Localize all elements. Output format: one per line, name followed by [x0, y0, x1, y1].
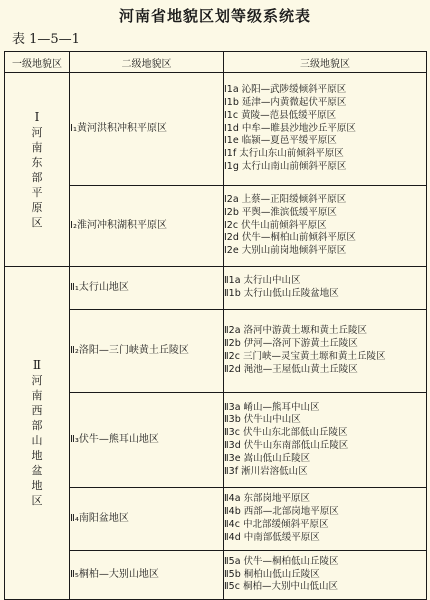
header-level3: 三级地貌区 — [224, 52, 427, 73]
level3-list — [224, 551, 427, 600]
page-title: 河南省地貌区划等级系统表 — [118, 7, 311, 25]
level3-item: Ⅱ3e 嵩山低山丘陵区 — [224, 452, 311, 464]
level3-list — [224, 310, 427, 393]
landform-table — [4, 51, 427, 600]
level3-item: Ⅰ1d 中牟—睢县沙地沙丘平原区 — [224, 122, 356, 134]
level3-item: Ⅰ2b 平舆—淮滨低缓平原区 — [224, 206, 337, 218]
header-row — [5, 52, 427, 73]
table-row — [5, 73, 427, 186]
level2-region: Ⅰ₁黄河洪积冲积平原区 — [70, 73, 224, 186]
level3-item: Ⅰ1f 太行山东山前倾斜平原区 — [224, 148, 344, 160]
level3-item: Ⅱ5a 伏牛—桐柏低山丘陵区 — [224, 555, 339, 567]
level3-item: Ⅰ1c 黄陵—范县低缓平原区 — [224, 109, 337, 121]
level1-numeral: Ⅰ — [34, 109, 40, 124]
level3-item: Ⅱ4a 东部岗地平原区 — [224, 493, 311, 505]
level3-list — [224, 186, 427, 267]
level3-item: Ⅰ2c 伏牛山前倾斜平原区 — [224, 219, 327, 231]
level3-item: Ⅱ2c 三门峡—灵宝黄土塬和黄土丘陵区 — [224, 351, 386, 362]
level3-item: Ⅱ1b 太行山低山丘陵盆地区 — [224, 288, 339, 299]
header-level1: 一级地貌区 — [5, 52, 70, 73]
level2-region: Ⅱ₃伏牛—熊耳山地区 — [70, 393, 224, 488]
level3-list — [224, 73, 427, 186]
level3-item: Ⅰ2e 大别山前岗地倾斜平原区 — [224, 245, 347, 257]
level3-item: Ⅱ2d 渑池—王屋低山黄土丘陵区 — [224, 363, 358, 375]
level2-region: Ⅱ₂洛阳—三门峡黄土丘陵区 — [70, 310, 224, 393]
level1-name: 河南西部山地盆地区 — [31, 374, 43, 507]
level3-item: Ⅱ3a 崤山—熊耳中山区 — [224, 401, 320, 413]
level3-item: Ⅱ3f 淅川岩溶低山区 — [224, 465, 308, 477]
level3-item: Ⅰ1e 临颍—夏邑平缓平原区 — [224, 135, 337, 147]
level3-item: Ⅱ2a 洛河中游黄土塬和黄土丘陵区 — [224, 325, 368, 337]
level3-item: Ⅰ1a 沁阳—武陟缓倾斜平原区 — [224, 84, 347, 96]
header-level2: 二级地貌区 — [70, 52, 224, 73]
level1-name: 河南东部平原区 — [31, 125, 43, 229]
level3-item: Ⅱ2b 伊河—洛河下游黄土丘陵区 — [224, 338, 358, 350]
level3-item: Ⅱ3c 伏牛山东北部低山丘陵区 — [224, 427, 348, 439]
level3-item: Ⅱ5b 桐柏山低山丘陵区 — [224, 568, 320, 580]
level1-numeral: Ⅱ — [32, 358, 42, 372]
level2-region: Ⅱ₁太行山地区 — [70, 267, 224, 310]
level3-item: Ⅱ1a 太行山中山区 — [224, 275, 301, 287]
level3-item: Ⅱ4c 中北部缓倾斜平原区 — [224, 519, 329, 530]
level3-item: Ⅱ3d 伏牛山东南部低山丘陵区 — [224, 440, 349, 451]
level3-item: Ⅱ3b 伏牛山中山区 — [224, 414, 301, 426]
level3-list — [224, 393, 427, 488]
level3-item: Ⅰ2a 上蔡—正阳缓倾斜平原区 — [224, 194, 347, 205]
level3-item: Ⅱ5c 桐柏—大别中山低山区 — [224, 581, 338, 593]
level1-region — [5, 73, 70, 267]
level2-region: Ⅱ₄南阳盆地区 — [70, 488, 224, 551]
level2-region: Ⅰ₂淮河冲积湖积平原区 — [70, 186, 224, 267]
level2-region: Ⅱ₅桐柏—大别山地区 — [70, 551, 224, 600]
level3-item: Ⅱ4b 西部—北部岗地平原区 — [224, 506, 339, 518]
table-label: 表 1—5—1 — [12, 32, 80, 47]
level3-list — [224, 488, 427, 551]
level1-region — [5, 267, 70, 600]
level3-item: Ⅰ1b 延津—内黄微起伏平原区 — [224, 97, 347, 108]
level3-item: Ⅰ1g 太行山南山前倾斜平原区 — [224, 160, 347, 172]
level3-item: Ⅱ4d 中南部低缓平原区 — [224, 531, 320, 543]
table-row — [5, 267, 427, 310]
level3-item: Ⅰ2d 伏牛—桐柏山前倾斜平原区 — [224, 232, 356, 244]
level3-list — [224, 267, 427, 310]
